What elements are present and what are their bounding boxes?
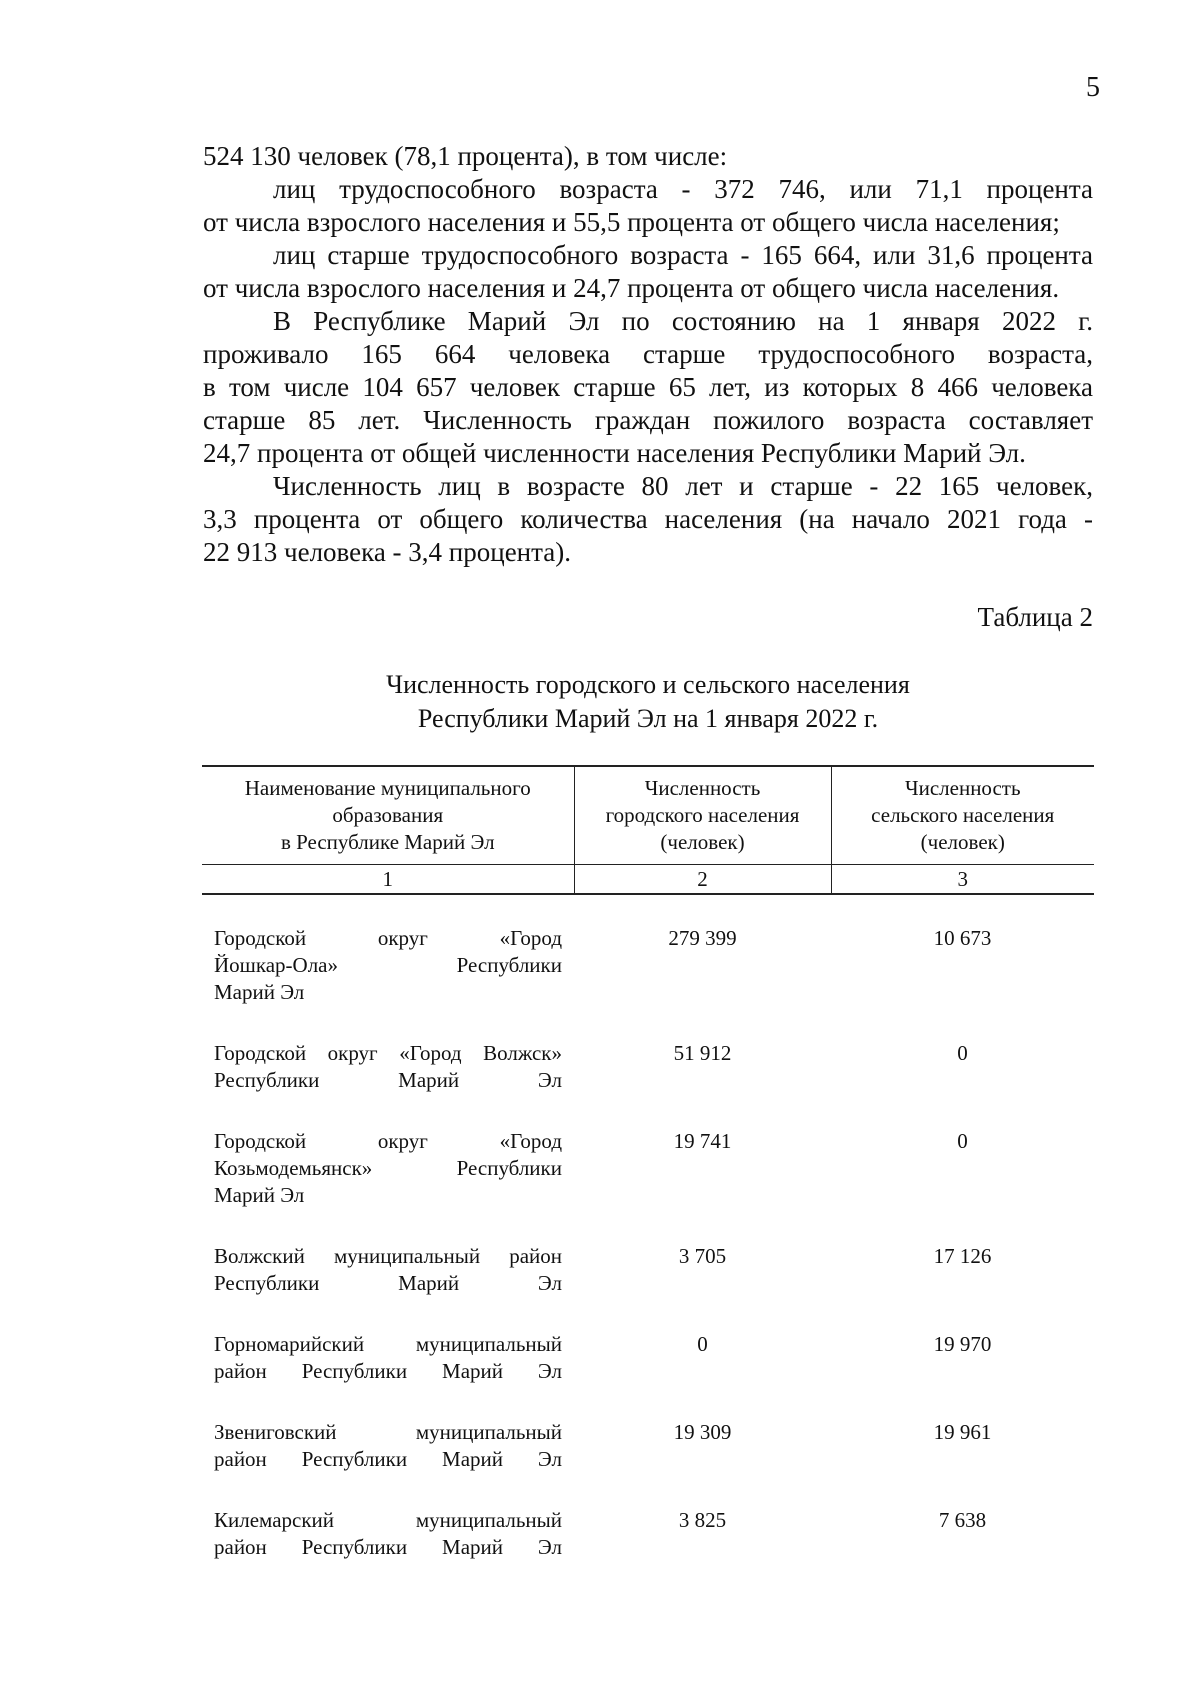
column-number: 2 [574,865,831,895]
table-row [202,1104,1094,1219]
text-line: от числа взрослого населения и 55,5 процента от общего числа населения; [203,207,1060,237]
municipality-name-line: Йошкар-Ола» Республики [214,953,562,977]
text-line: старше 85 лет. Численность граждан пожилого возраста составляет [203,405,1093,435]
municipality-name-line: Республики Марий Эл [214,1068,562,1092]
header-municipality [202,766,574,865]
text-line: 3,3 процента от общего количества населения (на начало 2021 года - [203,504,1093,534]
table-body [202,894,1094,1571]
municipality-name-line: Козьмодемьянск» Республики [214,1156,562,1180]
header-line: Наименование муниципального [244,776,531,800]
rural-population-value: 10 673 [933,926,992,950]
municipality-name [202,1016,574,1104]
table-title [203,668,1093,736]
municipality-name-line: Марий Эл [214,1183,305,1207]
municipality-name-line: Республики Марий Эл [214,1271,562,1295]
municipality-name-line: Марий Эл [214,980,305,1004]
table-row [202,894,1094,1016]
table-header-row [202,766,1094,865]
header-line: сельского населения [871,803,1055,827]
header-line: образования [332,803,444,827]
municipality-name-line: район Республики Марий Эл [214,1447,562,1471]
urban-population-value: 279 399 [668,926,737,950]
municipality-name-line: Горномарийский муниципальный [214,1332,562,1356]
table-row [202,1307,1094,1395]
column-number: 1 [202,865,574,895]
body-text [203,140,1093,569]
urban-population-value: 3 825 [678,1508,727,1532]
column-number: 3 [831,865,1094,895]
rural-population-value: 0 [957,1129,968,1153]
rural-population-value: 19 961 [933,1420,992,1444]
municipality-name [202,1219,574,1307]
municipality-name-line: район Республики Марий Эл [214,1359,562,1383]
municipality-name-line: Волжский муниципальный район [214,1244,562,1268]
table-row [202,1395,1094,1483]
paragraph [203,470,1093,569]
urban-population-value: 19 309 [673,1420,732,1444]
municipality-name-line: Звениговский муниципальный [214,1420,562,1444]
rural-population-value: 7 638 [938,1508,987,1532]
municipality-name-line: Килемарский муниципальный [214,1508,562,1532]
municipality-name [202,1395,574,1483]
paragraph [203,140,1093,173]
header-rural-population [831,766,1094,865]
municipality-name-line: Городской округ «Город [214,1129,562,1153]
urban-population-value: 19 741 [673,1129,732,1153]
header-line: городского населения [605,803,800,827]
urban-population-value: 3 705 [678,1244,727,1268]
municipality-name-line: Городской округ «Город [214,926,562,950]
table-title-line: Республики Марий Эл на 1 января 2022 г. [417,704,879,733]
municipality-name [202,894,574,1016]
table-row [202,1219,1094,1307]
text-line: лиц трудоспособного возраста - 372 746, или 71,1 процента [273,174,1093,204]
header-line: Численность [644,776,761,800]
municipality-name-line: район Республики Марий Эл [214,1535,562,1559]
text-line: 22 913 человека - 3,4 процента). [203,537,571,567]
column-number-row [202,865,1094,895]
text-line: 24,7 процента от общей численности населения Республики Марий Эл. [203,438,1026,468]
paragraph [203,239,1093,305]
rural-population-value: 0 [957,1041,968,1065]
table-row [202,1016,1094,1104]
rural-population-value: 19 970 [933,1332,992,1356]
table-label: Таблица 2 [977,602,1093,632]
header-line: (человек) [660,830,745,854]
text-line: от числа взрослого населения и 24,7 процента от общего числа населения. [203,273,1060,303]
header-urban-population [574,766,831,865]
municipality-name [202,1104,574,1219]
paragraph [203,173,1093,239]
text-line: В Республике Марий Эл по состоянию на 1 января 2022 г. [273,306,1093,336]
municipality-name-line: Городской округ «Город Волжск» [214,1041,562,1065]
municipality-name [202,1483,574,1571]
urban-population-value: 51 912 [673,1041,732,1065]
header-line: Численность [904,776,1021,800]
text-line: 524 130 человек (78,1 процента), в том числе: [203,141,728,171]
text-line: Численность лиц в возрасте 80 лет и старше - 22 165 человек, [273,471,1093,501]
table-row [202,1483,1094,1571]
header-line: в Республике Марий Эл [280,830,495,854]
text-line: лиц старше трудоспособного возраста - 165 664, или 31,6 процента [273,240,1093,270]
municipality-name [202,1307,574,1395]
population-table [202,765,1094,1571]
header-line: (человек) [920,830,1005,854]
urban-population-value: 0 [697,1332,708,1356]
page-number: 5 [1086,72,1100,103]
table-title-line: Численность городского и сельского населения [386,670,910,699]
rural-population-value: 17 126 [933,1244,992,1268]
text-line: проживало 165 664 человека старше трудоспособного возраста, [203,339,1093,369]
text-line: в том числе 104 657 человек старше 65 лет, из которых 8 466 человека [203,372,1093,402]
paragraph [203,305,1093,470]
